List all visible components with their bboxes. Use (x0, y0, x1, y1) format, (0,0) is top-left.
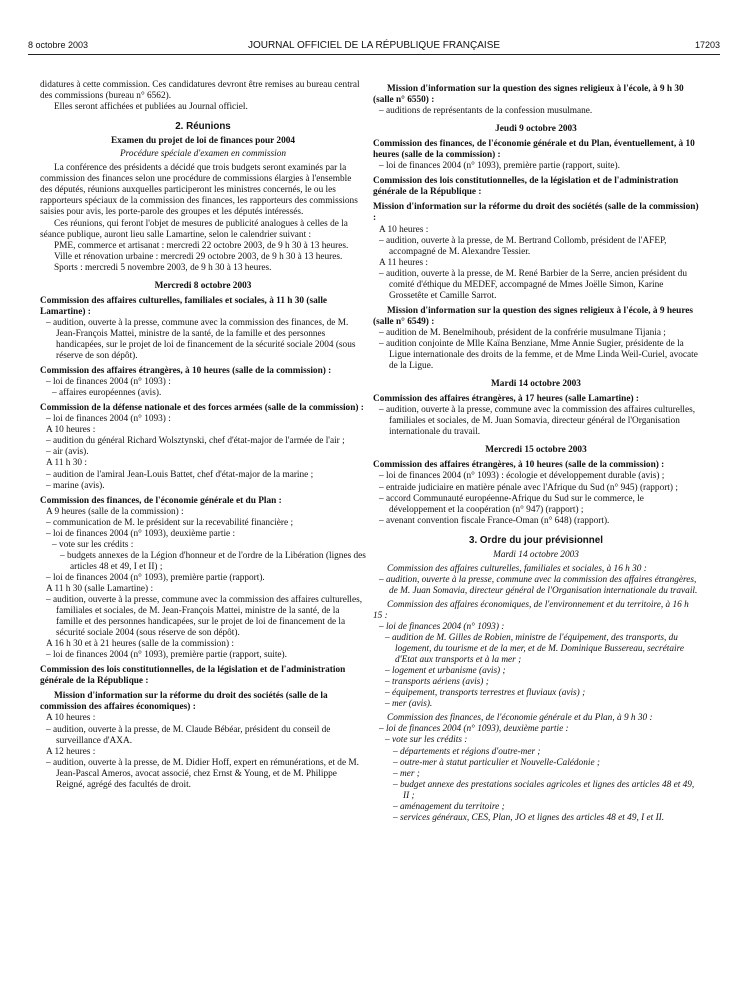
paragraph: Commission des affaires culturelles, familiales et sociales, à 11 h 30 (salle Lamartine) : (40, 295, 328, 317)
agenda-item: – audition du général Richard Wolsztynski, chef d'état-major de l'armée de l'air ; (46, 436, 345, 447)
agenda-item: – aménagement du territoire ; (393, 801, 505, 812)
agenda-item: – loi de finances 2004 (n° 1093) : (46, 414, 171, 425)
paragraph: A 12 heures : (46, 746, 96, 757)
paragraph: Sports : mercredi 5 novembre 2003, de 9 h 30 à 13 heures. (54, 262, 272, 273)
paragraph: Commission des finances, de l'économie générale et du Plan : (40, 495, 282, 506)
agenda-item: – loi de finances 2004 (n° 1093) : écologie et développement durable (avis) ; (379, 471, 665, 482)
left-column (40, 80, 366, 791)
agenda-item: – départements et régions d'outre-mer ; (393, 746, 541, 757)
agenda-item: – air (avis). (46, 447, 89, 458)
paragraph: A 11 h 30 (salle Lamartine) : (46, 583, 154, 594)
paragraph: Mission d'information sur la question des signes religieux à l'école, à 9 heures (salle n° 6549) : (373, 305, 694, 327)
agenda-item: – audition de M. Benelmihoub, président de la confrérie musulmane Tijania ; (379, 327, 666, 338)
agenda-item: – logement et urbanisme (avis) ; (385, 666, 506, 677)
agenda-item: – auditions de représentants de la confession musulmane. (379, 106, 593, 117)
agenda-item: – audition de M. Gilles de Robien, ministre de l'équipement, des transports, du logement, du tourisme et de la mer, et de M. Dominique Bussereau, secrétaire d'Etat aux transports et à la mer ; (385, 633, 685, 666)
agenda-item: – accord Communauté européenne-Afrique du Sud sur le commerce, le développement et la coopération (n° 947) (rapport) ; (379, 493, 644, 515)
agenda-item: – audition, ouverte à la presse, commune avec la commission des affaires culturelles, familiales et sociales, de M. Juan Somavia, directeur général de l'Organisation internationale du travail. (379, 405, 696, 438)
italic-subtitle: Procédure spéciale d'examen en commission (119, 149, 286, 160)
agenda-item: – budget annexe des prestations sociales agricoles et lignes des articles 48 et 49, II ; (393, 779, 695, 801)
journal-title: JOURNAL OFFICIEL DE LA RÉPUBLIQUE FRANÇAISE (247, 40, 501, 51)
agenda-item: – marine (avis). (46, 480, 105, 491)
paragraph: Elles seront affichées et publiées au Journal officiel. (54, 102, 248, 113)
paragraph: Ville et rénovation urbaine : mercredi 29 octobre 2003, de 9 h 30 à 13 heures. (54, 251, 343, 262)
agenda-item: – mer ; (393, 768, 420, 779)
date-heading: Mercredi 8 octobre 2003 (154, 280, 252, 291)
italic-subtitle: Mardi 14 octobre 2003 (493, 549, 579, 560)
paragraph: Commission des affaires étrangères, à 10 heures (salle de la commission) : (373, 460, 665, 471)
agenda-item: – mer (avis). (385, 699, 433, 710)
paragraph: Mission d'information sur la réforme du droit des sociétés (salle de la commission) : (373, 202, 699, 224)
paragraph: A 10 heures : (46, 713, 96, 724)
page-number: 17203 (694, 40, 720, 50)
paragraph: Commission des finances, de l'économie générale et du Plan, à 9 h 30 : (387, 713, 653, 724)
agenda-item: – loi de finances 2004 (n° 1093), première partie (rapport). (46, 572, 265, 583)
agenda-item: – audition, ouverte à la presse, de M. Claude Bébéar, président du conseil de surveillance d'AXA. (46, 724, 331, 746)
paragraph: A 11 heures : (379, 257, 428, 268)
agenda-item: – loi de finances 2004 (n° 1093) : (379, 622, 505, 633)
header-date: 8 octobre 2003 (28, 40, 89, 50)
section-heading: 3. Ordre du jour prévisionnel (469, 534, 603, 546)
paragraph: PME, commerce et artisanat : mercredi 22 octobre 2003, de 9 h 30 à 13 heures. (54, 240, 349, 251)
date-heading: Mercredi 15 octobre 2003 (485, 445, 587, 456)
page-header (28, 40, 720, 55)
agenda-item: – avenant convention fiscale France-Oman (n° 648) (rapport). (379, 515, 610, 526)
paragraph: A 16 h 30 et à 21 heures (salle de la commission) : (46, 639, 234, 650)
agenda-item: – budgets annexes de la Légion d'honneur et de l'ordre de la Libération (lignes des articles 48 et 49, I et II) ; (60, 550, 366, 572)
right-column (373, 80, 699, 824)
paragraph: Commission des affaires étrangères, à 17 heures (salle Lamartine) : (373, 394, 639, 405)
agenda-item: – audition, ouverte à la presse, commune avec la commission des affaires culturelles, familiales et sociales, de M. Jean-François Mattei, ministre de la santé, de la famille et des personnes handicapées, sur le projet de loi de financement de la sécurité sociale 2004 (sous réserve de son dépôt). (46, 595, 363, 639)
subsection-title: Examen du projet de loi de finances pour 2004 (110, 136, 296, 147)
agenda-item: – loi de finances 2004 (n° 1093), première partie (rapport, suite). (379, 161, 620, 172)
agenda-item: – loi de finances 2004 (n° 1093), première partie (rapport, suite). (46, 650, 287, 661)
agenda-item: – audition, ouverte à la presse, de M. René Barbier de la Serre, ancien président du comité d'éthique du MEDEF, accompagné de Mmes Joëlle Simon, Karine Grossetête et Camille Sarrot. (379, 268, 687, 301)
paragraph: Mission d'information sur la question des signes religieux à l'école, à 9 h 30 (salle n° 6550) : (373, 84, 684, 106)
agenda-item: – transports aériens (avis) ; (385, 677, 489, 688)
agenda-item: – outre-mer à statut particulier et Nouvelle-Calédonie ; (393, 757, 600, 768)
paragraph: Commission des affaires culturelles, familiales et sociales, à 16 h 30 : (387, 563, 647, 574)
date-heading: Mardi 14 octobre 2003 (491, 379, 581, 390)
agenda-item: – vote sur les crédits : (385, 735, 468, 746)
paragraph: A 10 heures : (46, 425, 96, 436)
agenda-item: – services généraux, CES, Plan, JO et lignes des articles 48 et 49, I et II. (393, 812, 665, 823)
agenda-item: – communication de M. le président sur la recevabilité financière ; (46, 517, 294, 528)
agenda-item: – audition, ouverte à la presse, de M. Didier Hoff, expert en rémunérations, et de M. Jean-Pascal Ameros, avocat associé, chez Ernst & Young, et de M. Philippe Reigné, agrégé des facultés de droit. (46, 757, 359, 790)
agenda-item: – loi de finances 2004 (n° 1093) : (46, 377, 171, 388)
agenda-item: – loi de finances 2004 (n° 1093), deuxième partie : (46, 528, 236, 539)
agenda-item: – loi de finances 2004 (n° 1093), deuxième partie : (379, 724, 569, 735)
agenda-item: – audition conjointe de Mlle Kaïna Benziane, Mme Annie Sugier, présidente de la Ligue internationale des droits de la femme, et de Mme Linda Weil-Curiel, avocate de la Ligue. (379, 338, 698, 372)
paragraph: A 9 heures (salle de la commission) : (46, 506, 184, 517)
paragraph: La conférence des présidents a décidé que trois budgets seront examinés par la commission des finances selon une procédure de commissions élargies à l'ensemble des députés, réunions auxquelles participeront les ministres concernés, le ou les rapporteurs spéciaux de la commission des finances, les rapporteurs des commissions saisies pour avis, les porte-parole des groupes et les députés intéressés. (40, 163, 358, 218)
paragraph: A 11 h 30 : (46, 458, 87, 469)
section-heading: 2. Réunions (175, 121, 231, 133)
date-heading: Jeudi 9 octobre 2003 (495, 124, 577, 135)
agenda-item: – affaires européennes (avis). (52, 388, 162, 399)
paragraph: A 10 heures : (379, 224, 429, 235)
paragraph: Ces réunions, qui feront l'objet de mesures de publicité analogues à celles de la séance publique, auront lieu salle Lamartine, selon le calendrier suivant : (40, 218, 348, 240)
paragraph: Commission de la défense nationale et des forces armées (salle de la commission) : (40, 403, 364, 414)
paragraph: Commission des lois constitutionnelles, de la législation et de l'administration générale de la République : (373, 176, 679, 198)
agenda-item: – entraide judiciaire en matière pénale avec l'Afrique du Sud (n° 945) (rapport) ; (379, 482, 678, 493)
paragraph: Commission des affaires étrangères, à 10 heures (salle de la commission) : (40, 366, 332, 377)
agenda-item: – audition, ouverte à la presse, de M. Bertrand Collomb, président de l'AFEP, accompagné de M. Alexandre Tessier. (379, 235, 667, 257)
agenda-item: – audition, ouverte à la presse, commune avec la commission des affaires étrangères, de M. Juan Somavia, directeur général de l'Organisation internationale du travail. (379, 574, 698, 596)
agenda-item: – audition de l'amiral Jean-Louis Battet, chef d'état-major de la marine ; (46, 469, 314, 480)
paragraph: Commission des lois constitutionnelles, de la législation et de l'administration générale de la République : (40, 665, 346, 687)
paragraph: Mission d'information sur la réforme du droit des sociétés (salle de la commission des affaires économiques) : (40, 691, 328, 713)
paragraph: didatures à cette commission. Ces candidatures devront être remises au bureau central des commissions (bureau n° 6562). (40, 80, 360, 102)
agenda-item: – audition, ouverte à la presse, commune avec la commission des finances, de M. Jean-François Mattei, ministre de la santé, de la famille et des personnes handicapées, sur le projet de loi de financement de la sécurité sociale 2004 (sous réserve de son dépôt). (46, 317, 356, 362)
paragraph: Commission des affaires économiques, de l'environnement et du territoire, à 16 h 15 : (373, 599, 689, 621)
paragraph: Commission des finances, de l'économie générale et du Plan, éventuellement, à 10 heures (salle de la commission) : (373, 139, 695, 161)
agenda-item: – équipement, transports terrestres et fluviaux (avis) ; (385, 688, 586, 699)
agenda-item: – vote sur les crédits : (52, 539, 134, 550)
